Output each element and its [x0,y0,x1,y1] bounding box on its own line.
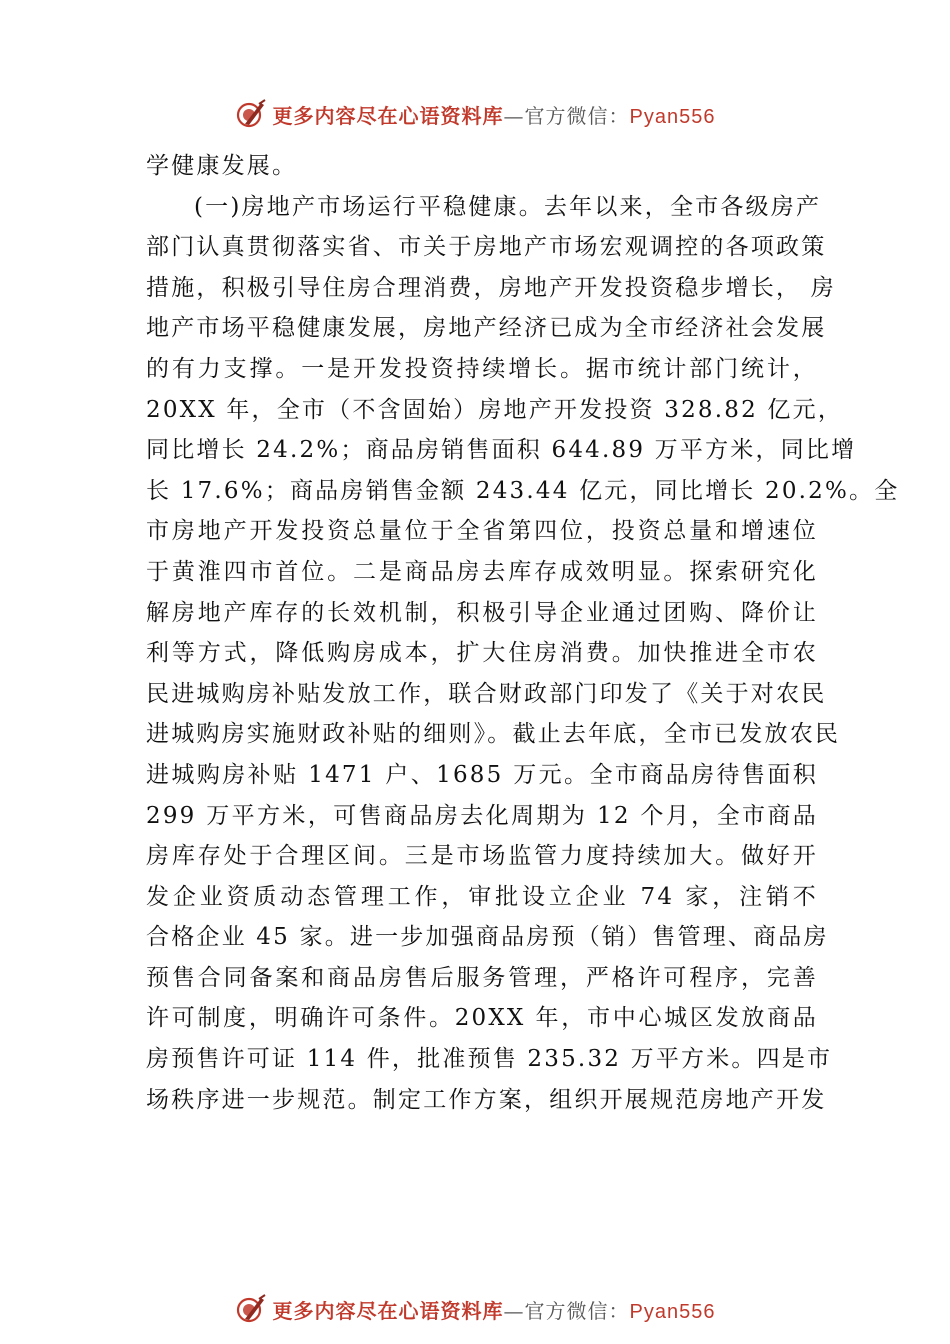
paragraph-line: (一)房地产市场运行平稳健康。去年以来，全市各级房产 [194,193,822,220]
paragraph-line: 的有力支撑。一是开发投资持续增长。据市统计部门统计， [146,355,818,382]
paragraph-line: 同比增长 24.2%；商品房销售面积 644.89 万平方米，同比增 [146,437,857,464]
footer-brand: 更多内容尽在心语资料库 [272,1298,504,1323]
paragraph-line: 部门认真贯彻落实省、市关于房地产市场宏观调控的各项政策 [146,234,827,261]
paragraph-line: 场秩序进一步规范。制定工作方案，组织开展规范房地产开发 [146,1086,827,1113]
paragraph-line: 民进城购房补贴发放工作，联合财政部门印发了《关于对农民 [146,680,827,707]
paragraph-line: 利等方式，降低购房成本，扩大住房消费。加快推进全市农 [146,640,818,667]
paragraph-line: 房预售许可证 114 件，批准预售 235.32 万平方米。四是市 [146,1046,833,1073]
paragraph-line: 地产市场平稳健康发展，房地产经济已成为全市经济社会发展 [146,315,827,342]
paragraph-line: 长 17.6%；商品房销售金额 243.44 亿元，同比增长 20.2%。全 [146,477,900,504]
header-brand: 更多内容尽在心语资料库 [272,103,504,128]
header-separator: — [503,103,525,128]
paragraph-line: 进城购房实施财政补贴的细则》。截止去年底，全市已发放农民 [146,721,841,748]
paragraph-line: 299 万平方米，可售商品房去化周期为 12 个月，全市商品 [146,802,818,829]
paragraph-line: 解房地产库存的长效机制，积极引导企业通过团购、降价让 [146,599,818,626]
paragraph-line: 许可制度，明确许可条件。20XX 年，市中心城区发放商品 [146,1005,818,1032]
header-banner [0,94,950,134]
footer-banner [0,1289,950,1329]
paragraph-line: 发企业资质动态管理工作，审批设立企业 74 家，注销不 [146,883,818,910]
quill-pen-seal-icon [235,1293,267,1325]
paragraph-line: 20XX 年，全市（不含固始）房地产开发投资 328.82 亿元， [146,396,844,423]
paragraph-line: 于黄淮四市首位。二是商品房去库存成效明显。探索研究化 [146,558,818,585]
header-banner-text [273,100,716,129]
quill-pen-seal-icon [235,98,267,130]
paragraph-line: 预售合同备案和商品房售后服务管理，严格许可程序，完善 [146,964,818,991]
footer-separator: — [503,1298,525,1323]
paragraph-line: 学健康发展。 [146,153,298,179]
paragraph-line: 房库存处于合理区间。三是市场监管力度持续加大。做好开 [146,843,818,870]
paragraph-line: 进城购房补贴 1471 户、1685 万元。全市商品房待售面积 [146,761,818,788]
footer-contact: Pyan556 [629,1300,716,1323]
paragraph-line: 市房地产开发投资总量位于全省第四位，投资总量和增速位 [146,518,818,545]
document-body [146,146,900,1120]
footer-label: 官方微信： [524,1298,630,1323]
header-label: 官方微信： [524,103,630,128]
footer-banner-text [273,1295,716,1324]
header-contact: Pyan556 [629,105,716,128]
paragraph-line: 措施，积极引导住房合理消费，房地产开发投资稳步增长， 房 [146,274,836,301]
paragraph-line: 合格企业 45 家。进一步加强商品房预（销）售管理、商品房 [146,924,829,951]
